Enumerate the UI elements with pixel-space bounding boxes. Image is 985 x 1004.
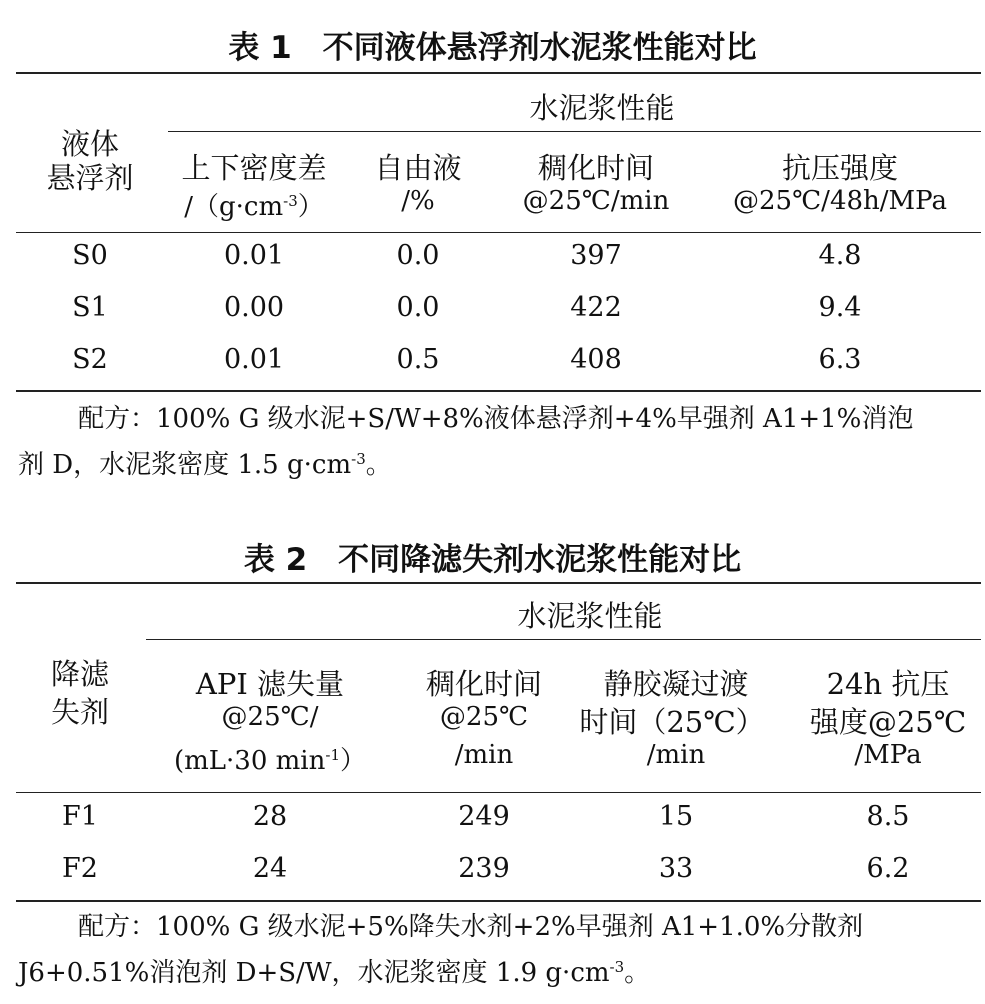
table2-col2-header-line3: /min <box>454 740 514 770</box>
row-label: F2 <box>62 853 98 884</box>
table1-col1-header-line2: $/(g\cdot cm^{-3})$ <box>184 192 324 222</box>
table-cell: 397 <box>570 240 622 271</box>
table2-col2-header-line2: @25℃ <box>439 702 529 732</box>
table2-col4-header-line2: 强度@25℃ <box>809 705 967 739</box>
table2-col2-header-line1: 稠化时间 <box>425 667 543 701</box>
table2-col4-header-line1: 24h 抗压 <box>826 667 950 701</box>
table-cell: 422 <box>570 292 622 323</box>
table2-col4-header-line3: /MPa <box>854 740 922 770</box>
table-cell: 9.4 <box>818 292 862 323</box>
table-cell: 0.5 <box>396 344 440 375</box>
table1-note-line1: 配方：100% G 级水泥+S/W+8%液体悬浮剂+4%早强剂 A1+1%消泡 <box>78 404 914 434</box>
table-cell: 6.3 <box>818 344 862 375</box>
table1-group-header: 水泥浆性能 <box>529 91 675 125</box>
table2-note-line2: J6+0.51%消泡剂 D+S/W，水泥浆密度 1.9 $g\cdot cm^{-3}$。 <box>18 958 651 988</box>
table-cell: 4.8 <box>818 240 862 271</box>
table-cell: 0.0 <box>396 240 440 271</box>
table-cell: 0.00 <box>223 292 285 323</box>
table1-col3-header-line1: 稠化时间 <box>537 151 655 185</box>
table1-col4-header-line2: @25℃/48h/MPa <box>733 186 947 216</box>
table-cell: 15 <box>658 801 694 832</box>
table2-bottom-rule <box>16 900 981 902</box>
table2-group-header: 水泥浆性能 <box>517 599 663 633</box>
table-cell: 0.0 <box>396 292 440 323</box>
table-cell: 0.01 <box>223 240 285 271</box>
table1-header-rule <box>16 232 981 233</box>
table-cell: 249 <box>458 801 510 832</box>
table1-top-rule <box>16 72 981 74</box>
table1-title: 表 1 不同液体悬浮剂水泥浆性能对比 <box>228 30 757 66</box>
table2-group-rule <box>146 639 981 640</box>
table1-note-line2: 剂 D，水泥浆密度 1.5 $g\cdot cm^{-3}$。 <box>18 450 392 480</box>
table1-col1-header-line1: 上下密度差 <box>181 151 327 185</box>
table2-col3-header-line3: /min <box>646 740 706 770</box>
table-cell: 0.01 <box>223 344 285 375</box>
table2-col1-header-line3: (mL·30 $\min^{-1}$） <box>173 746 367 776</box>
table2-top-rule <box>16 582 981 584</box>
table-cell: 33 <box>658 853 694 884</box>
row-label: S1 <box>72 292 108 323</box>
table2-title: 表 2 不同降滤失剂水泥浆性能对比 <box>243 542 742 578</box>
table-cell: 24 <box>252 853 288 884</box>
table2-header-rule <box>16 792 981 793</box>
table-cell: 8.5 <box>866 801 910 832</box>
table2-note-line1: 配方：100% G 级水泥+5%降失水剂+2%早强剂 A1+1.0%分散剂 <box>78 912 864 942</box>
table-cell: 239 <box>458 853 510 884</box>
row-label: S0 <box>72 240 108 271</box>
table1-col4-header-line1: 抗压强度 <box>781 151 899 185</box>
table2-col1-header-line1: API 滤失量 <box>195 667 345 701</box>
table-cell: 28 <box>252 801 288 832</box>
table1-bottom-rule <box>16 390 981 392</box>
table2-col3-header-line2: 时间（25℃） <box>579 705 765 739</box>
table-cell: 408 <box>570 344 622 375</box>
table2-col3-header-line1: 静胶凝过渡 <box>603 667 749 701</box>
table1-group-rule <box>168 131 981 132</box>
table2-col1-header-line2: @25℃/ <box>221 702 319 732</box>
table1-col2-header-line2: /% <box>401 186 435 216</box>
row-label: F1 <box>62 801 98 832</box>
table1-col3-header-line2: @25℃/min <box>522 186 670 216</box>
row-label: S2 <box>72 344 108 375</box>
table1-col2-header-line1: 自由液 <box>374 151 462 185</box>
table-cell: 6.2 <box>866 853 910 884</box>
